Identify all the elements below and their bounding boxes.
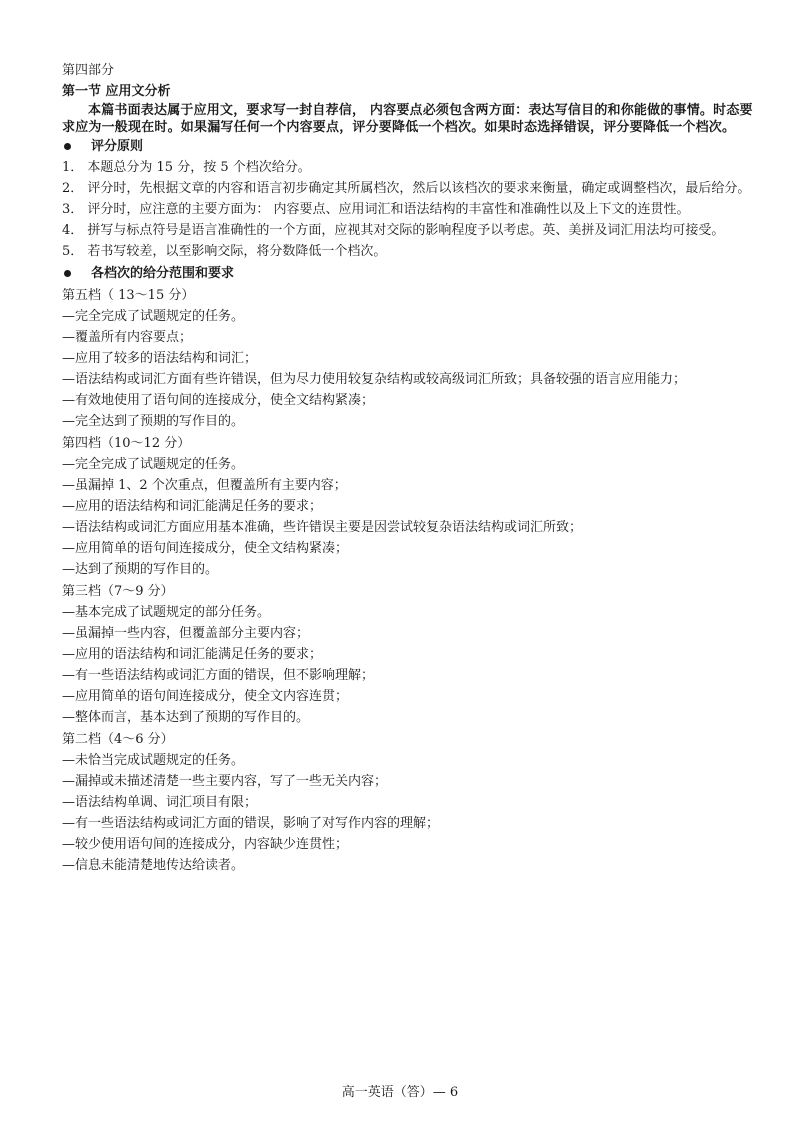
principles-heading-text: 评分原则 [91, 139, 144, 154]
band-title: 第五档（ 13～15 分） [62, 288, 195, 303]
principle-item: 5． 若书写较差，以至影响交际，将分数降低一个档次。 [62, 244, 387, 259]
principle-item: 2． 评分时，先根据文章的内容和语言初步确定其所属档次，然后以该档次的要求来衡量，确定或调整档次，最后给分。 [62, 181, 751, 196]
band-criterion: —较少使用语句间的连接成分，内容缺少连贯性； [62, 837, 349, 852]
band-criterion: —有一些语法结构或词汇方面的错误，影响了对写作内容的理解； [62, 816, 440, 831]
band-criterion: —语法结构或词汇方面应用基本准确，些许错误主要是因尝试较复杂语法结构或词汇所致； [62, 520, 583, 535]
band-section [62, 433, 762, 580]
principle-item: 1． 本题总分为 15 分，按 5 个档次给分。 [62, 160, 311, 175]
intro-paragraph: 本篇书面表达属于应用文，要求写一封自荐信， 内容要点必须包含两方面：表达写信目的和你能做的事情。时态要求应为一般现在时。如果漏写任何一个内容要点，评分要降低一个档次。如果时态选择错误，评分要降低一个档次。 [62, 103, 753, 135]
band-criterion: —完全达到了预期的写作目的。 [62, 414, 245, 429]
band-criterion: —整体而言，基本达到了预期的写作目的。 [62, 710, 310, 725]
part-title: 第四部分 [62, 63, 115, 78]
band-criterion: —完全完成了试题规定的任务。 [62, 309, 245, 324]
band-section [62, 729, 762, 876]
band-criterion: —应用了较多的语法结构和词汇； [62, 351, 258, 366]
band-criterion: —应用简单的语句间连接成分，使全文内容连贯； [62, 689, 349, 704]
band-criterion: —语法结构单调、词汇项目有限； [62, 795, 258, 810]
bands-heading-text: 各档次的给分范围和要求 [91, 266, 235, 281]
band-criterion: —有一些语法结构或词汇方面的错误，但不影响理解； [62, 668, 375, 683]
band-section [62, 285, 762, 432]
principle-item: 3． 评分时，应注意的主要方面为： 内容要点、应用词汇和语法结构的丰富性和准确性以及上下文的连贯性。 [62, 202, 690, 217]
band-criterion: —虽漏掉一些内容，但覆盖部分主要内容； [62, 626, 310, 641]
band-title: 第二档（4～6 分） [62, 732, 174, 747]
band-criterion: —漏掉或未描述清楚一些主要内容，写了一些无关内容； [62, 774, 388, 789]
principle-item: 4． 拼写与标点符号是语言准确性的一个方面，应视其对交际的影响程度予以考虑。英、美拼及词汇用法均可接受。 [62, 223, 725, 238]
band-criterion: —信息未能清楚地传达给读者。 [62, 858, 245, 873]
band-criterion: —完全完成了试题规定的任务。 [62, 457, 245, 472]
section-title: 第一节 应用文分析 [62, 84, 171, 99]
bullet-icon [64, 143, 71, 150]
band-title: 第三档（7～9 分） [62, 584, 174, 599]
band-criterion: —应用简单的语句间连接成分，使全文结构紧凑； [62, 541, 349, 556]
band-criterion: —有效地使用了语句间的连接成分，使全文结构紧凑； [62, 393, 375, 408]
band-criterion: —基本完成了试题规定的部分任务。 [62, 605, 271, 620]
band-criterion: —覆盖所有内容要点； [62, 330, 193, 345]
document-body [62, 60, 762, 876]
band-criterion: —虽漏掉 1、2 个次重点，但覆盖所有主要内容； [62, 478, 347, 493]
principles-list [62, 158, 762, 261]
principles-heading [62, 136, 762, 157]
band-criterion: —应用的语法结构和词汇能满足任务的要求； [62, 647, 323, 662]
band-criterion: —未恰当完成试题规定的任务。 [62, 753, 245, 768]
bands-heading [62, 263, 762, 284]
band-title: 第四档（10～12 分） [62, 436, 191, 451]
band-criterion: —达到了预期的写作目的。 [62, 562, 219, 577]
band-criterion: —应用的语法结构和词汇能满足任务的要求； [62, 499, 323, 514]
band-section [62, 581, 762, 728]
page-footer: 高一英语（答）— 6 [341, 1085, 459, 1100]
bullet-icon [64, 270, 71, 277]
band-criterion: —语法结构或词汇方面有些许错误，但为尽力使用较复杂结构或较高级词汇所致；具备较强的语言应用能力； [62, 372, 687, 387]
